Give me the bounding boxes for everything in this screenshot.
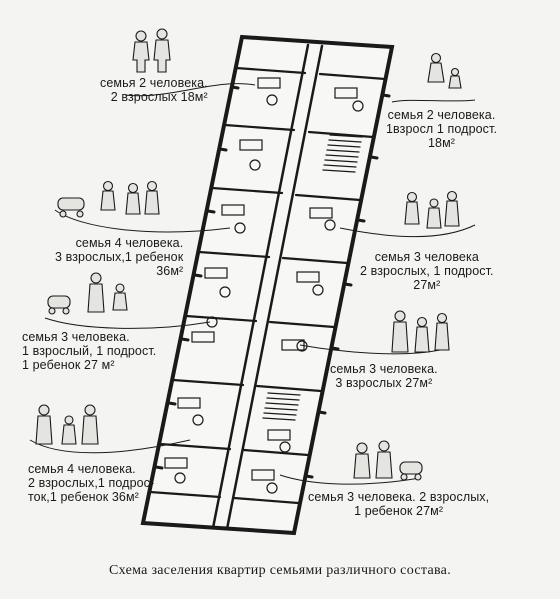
building-plan — [143, 37, 392, 533]
label-line: семья 2 человека. — [100, 76, 208, 90]
figures-adults-teen — [405, 192, 459, 229]
label-line: семья 3 человека — [374, 250, 479, 264]
figures-family-of-four — [36, 405, 98, 444]
label-line: семья 3 человека. — [22, 330, 130, 344]
family-label-f6 — [330, 362, 438, 390]
figures-three-adults — [392, 311, 449, 352]
family-label-f8 — [308, 490, 489, 518]
figures-adults-child-pram — [354, 441, 422, 480]
family-label-f2 — [386, 108, 497, 150]
family-label-f5 — [22, 330, 156, 372]
label-line: семья 4 человека. — [75, 236, 184, 250]
family-label-f1 — [100, 76, 208, 104]
family-label-f4 — [360, 250, 494, 292]
label-line: 36м² — [156, 264, 184, 278]
label-line: 1взросл 1 подрост. — [386, 122, 498, 136]
family-label-f7 — [28, 462, 154, 504]
label-line: 1 взрослый, 1 подрост. — [22, 344, 157, 358]
building-outline — [143, 37, 392, 533]
figures-pram-adults — [58, 182, 159, 218]
label-line: ток,1 ребенок 36м² — [28, 490, 139, 504]
label-line: 3 взрослых,1 ребенок — [55, 250, 184, 264]
label-line: 1 ребенок 27м² — [354, 504, 444, 518]
label-line: 2 взрослых, 1 подрост. — [360, 264, 494, 278]
leader-line-2 — [392, 100, 475, 102]
label-line: семья 3 человека. — [330, 362, 438, 376]
label-line: 2 взрослых 18м² — [110, 90, 208, 104]
figures-two-adults — [133, 29, 170, 72]
label-line: 2 взрослых,1 подрос- — [28, 476, 155, 490]
family-label-f3 — [55, 236, 183, 278]
figures-pram-adult-teen — [48, 273, 127, 314]
label-line: 3 взрослых 27м² — [335, 376, 433, 390]
label-line: семья 3 человека. 2 взрослых, — [308, 490, 490, 504]
label-line: 1 ребенок 27 м² — [22, 358, 115, 372]
label-line: 27м² — [413, 278, 441, 292]
figures-adult-teen — [428, 54, 461, 89]
label-line: семья 2 человека. — [387, 108, 496, 122]
leader-line-4 — [340, 225, 475, 237]
label-line: семья 4 человека. — [28, 462, 136, 476]
label-line: 18м² — [427, 136, 456, 150]
figure-caption: Схема заселения квартир семьями различного состава. — [108, 563, 452, 578]
